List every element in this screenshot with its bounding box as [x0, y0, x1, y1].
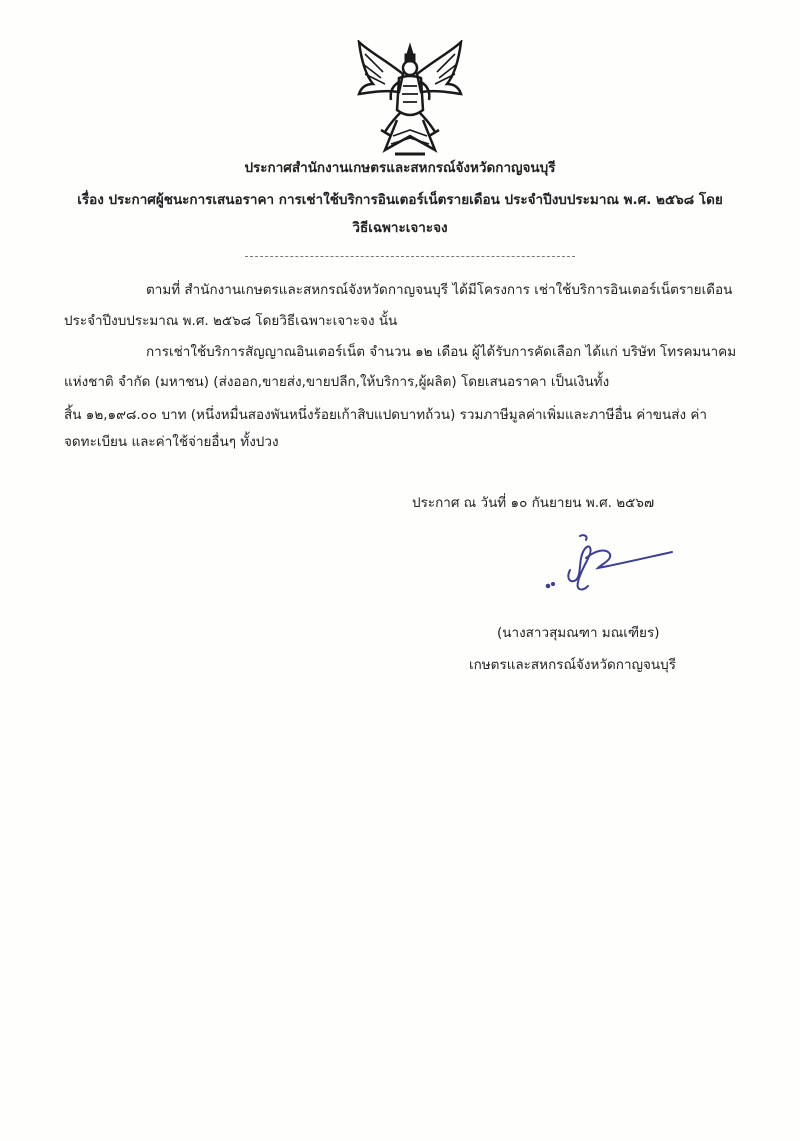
paragraph2-line1: การเช่าใช้บริการสัญญาณอินเตอร์เน็ต จำนวน ๑๒ เดือน ผู้ได้รับการคัดเลือก ได้แก่ บริษัท โทรคมนาคม [146, 344, 737, 360]
announcement-date: ประกาศ ณ วันที่ ๑๐ กันยายน พ.ศ. ๒๕๖๗ [412, 495, 655, 511]
paragraph2-line2: แห่งชาติ จำกัด (มหาชน) (ส่งออก,ขายส่ง,ขายปลีก,ให้บริการ,ผู้ผลิต) โดยเสนอราคา เป็นเงินทั้ง [64, 374, 610, 390]
header-divider [245, 256, 575, 257]
announcement-subject-line1: เรื่อง ประกาศผู้ชนะการเสนอราคา การเช่าใช้บริการอินเตอร์เน็ตรายเดือน ประจำปีงบประมาณ พ.ศ. ๒๕๖๘ โดย [77, 192, 723, 208]
garuda-emblem-icon [355, 40, 465, 160]
paragraph1-line1: ตามที่ สำนักงานเกษตรและสหกรณ์จังหวัดกาญจนบุรี ได้มีโครงการ เช่าใช้บริการอินเตอร์เน็ตรายเดือน [146, 282, 733, 298]
signer-position: เกษตรและสหกรณ์จังหวัดกาญจนบุรี [469, 657, 676, 673]
paragraph2-line3: สิ้น ๑๒,๑๙๘.๐๐ บาท (หนึ่งหมื่นสองพันหนึ่งร้อยเก้าสิบแปดบาทถ้วน) รวมภาษีมูลค่าเพิ่มและภาษีอื่น ค่าขนส่ง ค่า [64, 407, 708, 423]
paragraph1-line2: ประจำปีงบประมาณ พ.ศ. ๒๕๖๘ โดยวิธีเฉพาะเจาะจง นั้น [64, 313, 398, 329]
signature-icon [540, 530, 690, 600]
announcement-title: ประกาศสำนักงานเกษตรและสหกรณ์จังหวัดกาญจนบุรี [244, 160, 556, 176]
paragraph2-line4: จดทะเบียน และค่าใช้จ่ายอื่นๆ ทั้งปวง [64, 434, 279, 450]
signer-name: (นางสาวสุมณฑา มณเฑียร) [497, 625, 660, 641]
announcement-subject-line2: วิธีเฉพาะเจาะจง [352, 220, 448, 236]
